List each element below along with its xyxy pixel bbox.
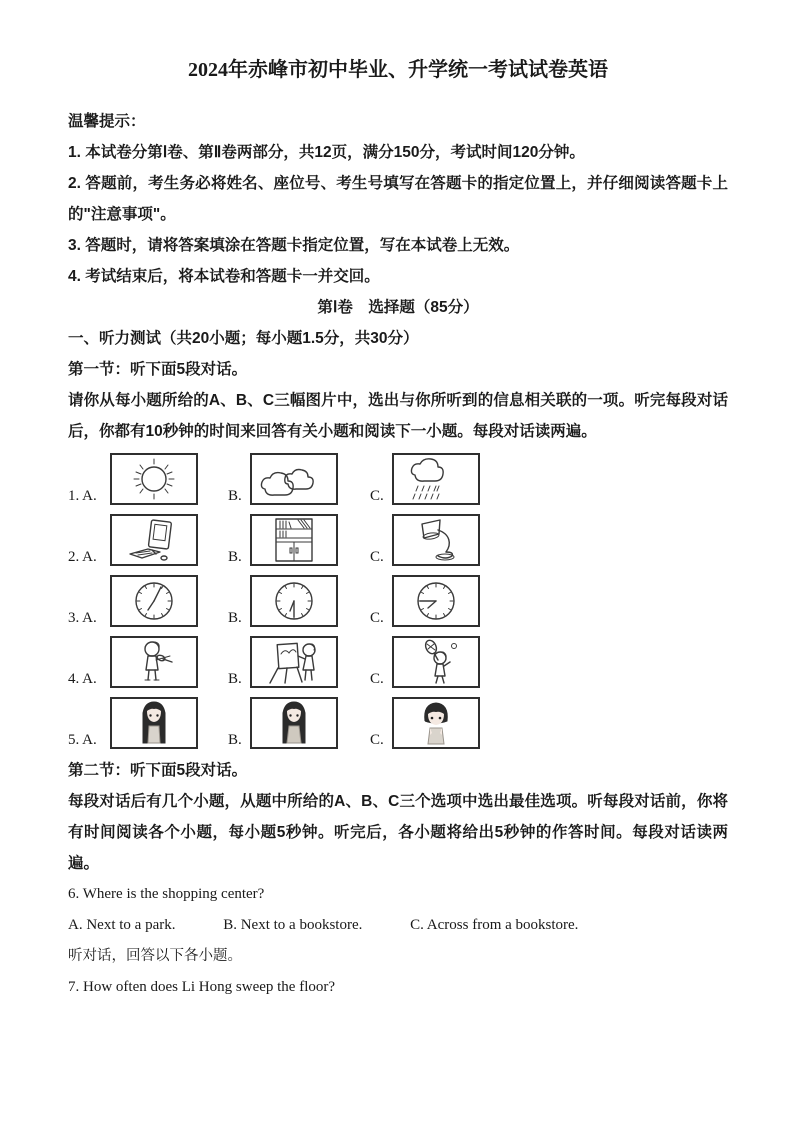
- clock-1-35-icon: [112, 577, 196, 625]
- option-label-5a: 5. A.: [68, 732, 97, 748]
- option-label-5c: C.: [370, 732, 384, 748]
- picture-option-1c: [392, 453, 480, 505]
- notice-item-2: 2. 答题前，考生务必将姓名、座位号、考生号填写在答题卡的指定位置上，并仔细阅读答题卡上的"注意事项"。: [68, 175, 728, 223]
- badminton-player-icon: [394, 638, 478, 686]
- picture-option-3a: [110, 575, 198, 627]
- picture-option-5c: [392, 697, 480, 749]
- picture-option-2b: [250, 514, 338, 566]
- short-hair-girl-icon: [394, 699, 478, 747]
- picture-row-3: [68, 575, 728, 627]
- sun-icon: [112, 455, 196, 503]
- option-label-3b: B.: [228, 610, 242, 626]
- option-label-2b: B.: [228, 549, 242, 565]
- picture-row-2: [68, 514, 728, 566]
- picture-option-5a: [110, 697, 198, 749]
- volume-heading: 第Ⅰ卷 选择题（85分）: [317, 299, 479, 316]
- part2-heading: 第二节：听下面5段对话。: [68, 762, 248, 779]
- picture-grid: [68, 453, 728, 749]
- notice-item-4: 4. 考试结束后，将本试卷和答题卡一并交回。: [68, 268, 380, 285]
- picture-option-1a: [110, 453, 198, 505]
- rain-cloud-icon: [394, 455, 478, 503]
- option-label-3a: 3. A.: [68, 610, 97, 626]
- option-label-1c: C.: [370, 488, 384, 504]
- picture-option-3c: [392, 575, 480, 627]
- clock-6-30-icon: [252, 577, 336, 625]
- question-6-options: [68, 910, 728, 941]
- part2-instructions: 每段对话后有几个小题，从题中所给的A、B、C三个选项中选出最佳选项。听每段对话前，你将有时间阅读各个小题，每小题5秒钟。听完后，各小题将给出5秒钟的作答时间。每段对话读两遍。: [68, 793, 728, 872]
- question-6-option-c: C. Across from a bookstore.: [410, 917, 579, 933]
- question-7: 7. How often does Li Hong sweep the floor?: [68, 979, 336, 995]
- option-label-5b: B.: [228, 732, 242, 748]
- listen-note: 听对话，回答以下各小题。: [68, 948, 242, 964]
- clock-8-45-icon: [394, 577, 478, 625]
- option-label-3c: C.: [370, 610, 384, 626]
- picture-option-2a: [110, 514, 198, 566]
- painting-easel-icon: [252, 638, 336, 686]
- violin-player-icon: [112, 638, 196, 686]
- bookshelf-icon: [252, 516, 336, 564]
- question-6-option-b: B. Next to a bookstore.: [223, 917, 363, 933]
- part1-heading: 第一节：听下面5段对话。: [68, 361, 248, 378]
- option-label-2c: C.: [370, 549, 384, 565]
- listening-section-heading: 一、听力测试（共20小题；每小题1.5分，共30分）: [68, 330, 419, 347]
- picture-option-4a: [110, 636, 198, 688]
- picture-option-1b: [250, 453, 338, 505]
- long-hair-girl-icon: [252, 699, 336, 747]
- question-6-option-a: A. Next to a park.: [68, 917, 176, 933]
- picture-option-4b: [250, 636, 338, 688]
- part1-instructions: 请你从每小题所给的A、B、C三幅图片中，选出与你所听到的信息相关联的一项。听完每段对话后，你都有10秒钟的时间来回答有关小题和阅读下一小题。每段对话读两遍。: [68, 392, 728, 440]
- option-label-1b: B.: [228, 488, 242, 504]
- desk-lamp-icon: [394, 516, 478, 564]
- picture-row-1: [68, 453, 728, 505]
- computer-icon: [112, 516, 196, 564]
- option-label-1a: 1. A.: [68, 488, 97, 504]
- option-label-4b: B.: [228, 671, 242, 687]
- long-hair-girl-icon: [112, 699, 196, 747]
- picture-row-5: [68, 697, 728, 749]
- notice-heading: 温馨提示：: [68, 113, 146, 130]
- picture-option-4c: [392, 636, 480, 688]
- picture-option-5b: [250, 697, 338, 749]
- option-label-4a: 4. A.: [68, 671, 97, 687]
- option-label-2a: 2. A.: [68, 549, 97, 565]
- notice-item-3: 3. 答题时，请将答案填涂在答题卡指定位置，写在本试卷上无效。: [68, 237, 520, 254]
- picture-option-3b: [250, 575, 338, 627]
- clouds-icon: [252, 455, 336, 503]
- picture-row-4: [68, 636, 728, 688]
- notice-item-1: 1. 本试卷分第Ⅰ卷、第Ⅱ卷两部分，共12页，满分150分，考试时间120分钟。: [68, 144, 585, 161]
- picture-option-2c: [392, 514, 480, 566]
- page-title: 2024年赤峰市初中毕业、升学统一考试试卷英语: [188, 59, 608, 81]
- option-label-4c: C.: [370, 671, 384, 687]
- question-6: 6. Where is the shopping center?: [68, 886, 265, 902]
